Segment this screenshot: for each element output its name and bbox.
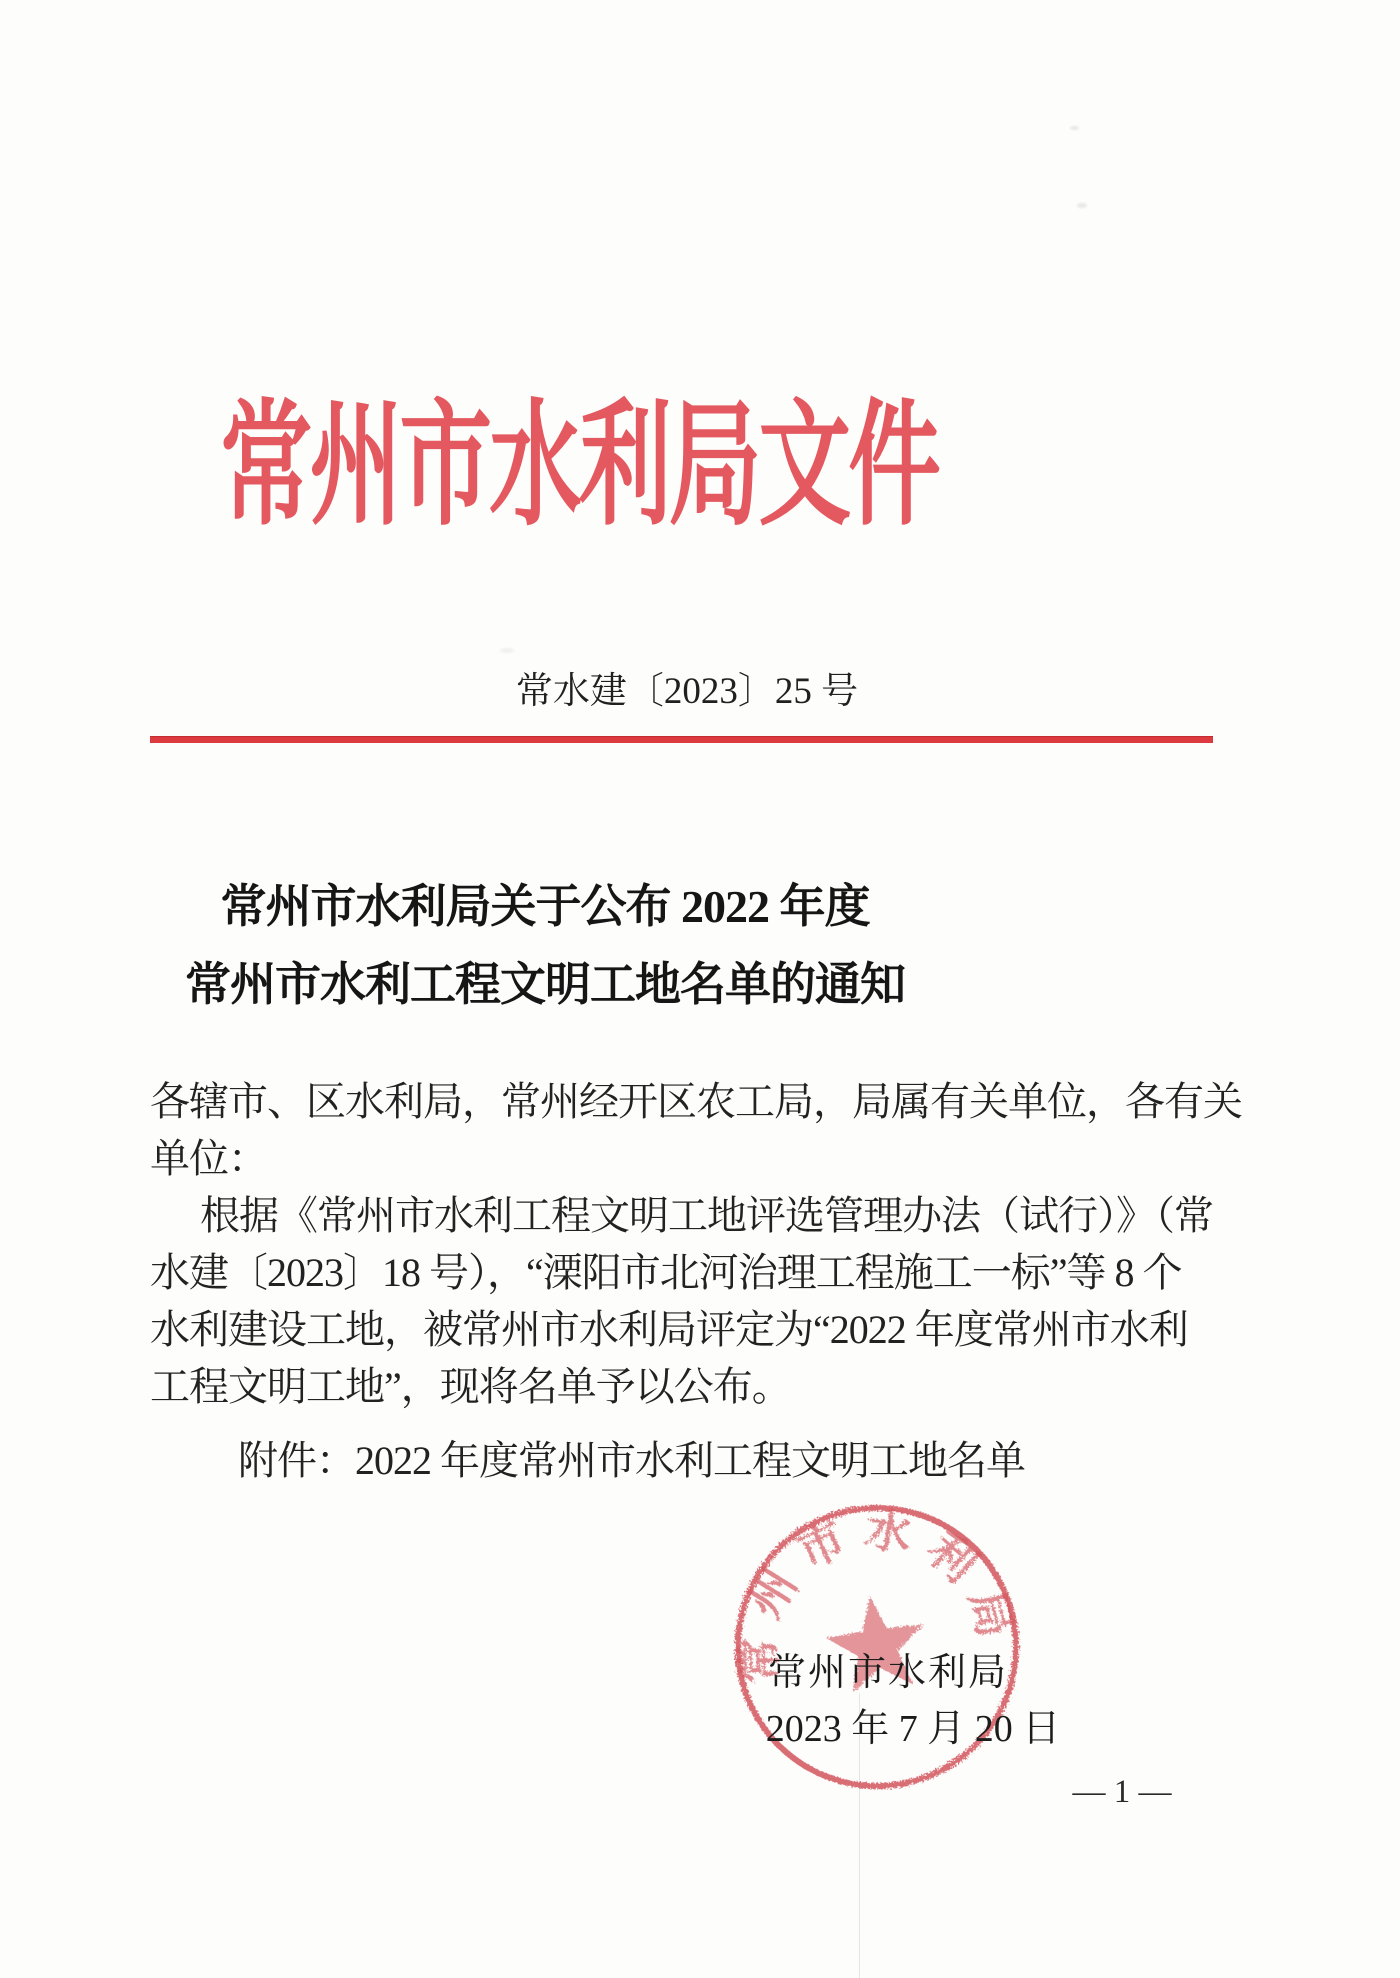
page-number: — 1 — [1072,1774,1172,1810]
document-number: 常水建〔2023〕25 号 [515,671,859,712]
letterhead-title: 常州市水利局文件 [220,392,939,542]
paragraph-line1: 根据《常州市水利工程文明工地评选管理办法（试行）》（常 [200,1193,1213,1238]
scan-artifact [1070,126,1079,130]
scan-artifact [500,648,514,653]
signoff-agency: 常州市水利局 [767,1652,1008,1694]
scan-artifact [1077,203,1087,208]
document-title-line1: 常州市水利局关于公布 2022 年度 [220,881,870,932]
document-title [45,868,1045,1024]
salutation-line1: 各辖市、区水利局，常州经开区农工局，局属有关单位，各有关 [150,1079,1242,1124]
scan-fold-line [859,1693,860,1978]
salutation-line2: 单位： [150,1136,267,1181]
red-divider-rule [150,736,1213,743]
seal-arc-text: 常州市水利局 [732,1503,1025,1685]
signoff-date: 2023 年 7 月 20 日 [765,1708,1061,1750]
paragraph-line2: 水建〔2023〕18 号），“溧阳市北河治理工程施工一标”等 8 个 [150,1250,1182,1295]
paragraph-line3: 水利建设工地，被常州市水利局评定为“2022 年度常州市水利 [150,1307,1188,1352]
paragraph-line4: 工程文明工地”，现将名单予以公布。 [150,1364,791,1409]
attachment-line: 附件：2022 年度常州市水利工程文明工地名单 [238,1438,1025,1483]
document-title-line2: 常州市水利工程文明工地名单的通知 [185,959,905,1010]
